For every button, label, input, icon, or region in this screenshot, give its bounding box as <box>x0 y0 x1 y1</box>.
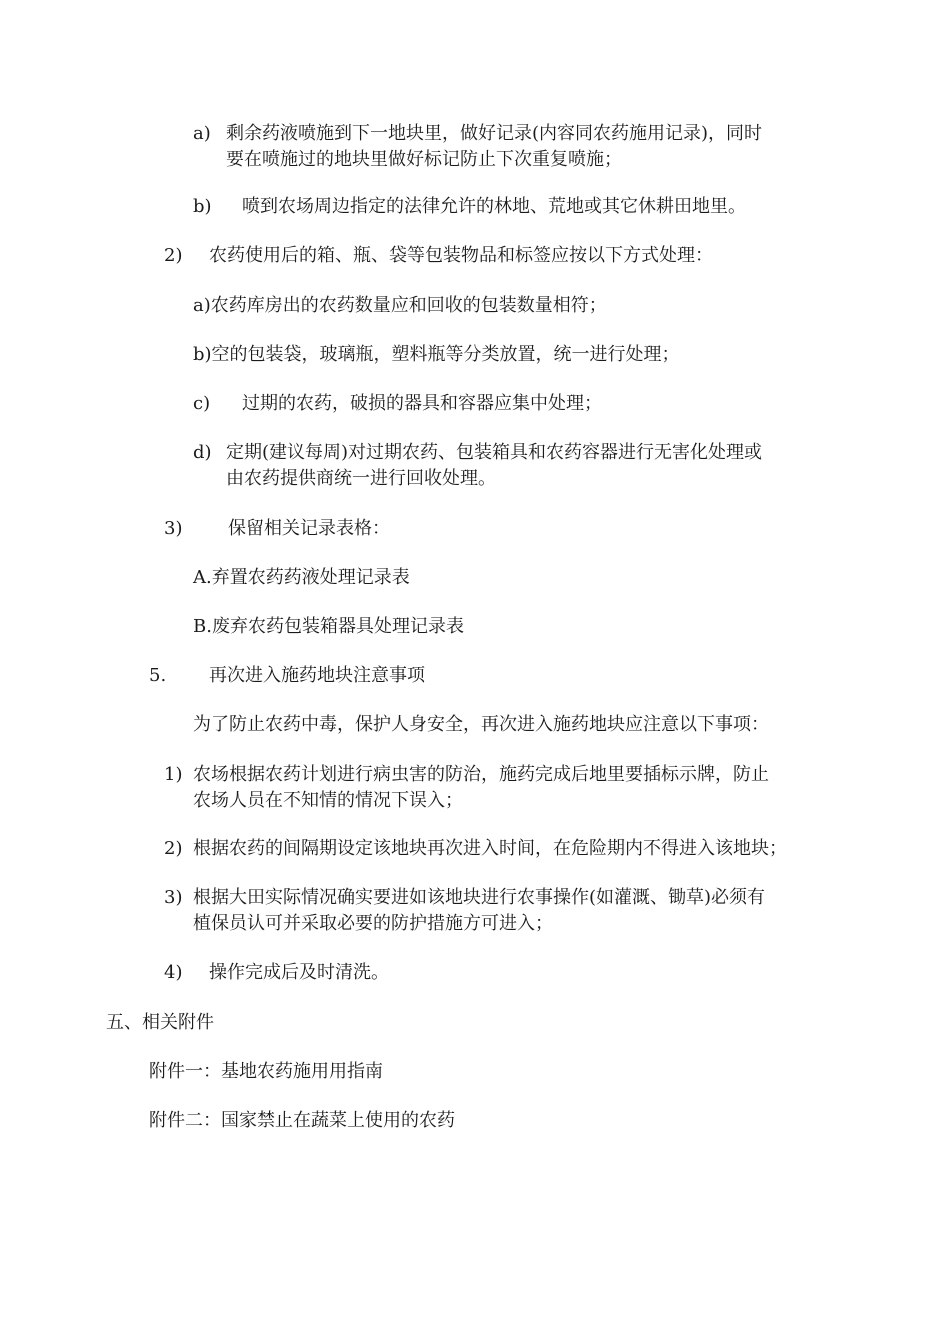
section-attachments-heading: 五、相关附件 <box>106 1012 214 1033</box>
item-b-marker: b) <box>193 196 212 217</box>
reentry-1-line-2: 农场人员在不知情的情况下误入； <box>193 790 463 811</box>
disposal-item-a: a)农药库房出的农药数量应和回收的包装数量相符； <box>193 295 607 316</box>
disposal-item-d-marker: d) <box>193 442 212 463</box>
reentry-4-marker: 4) <box>164 962 183 983</box>
reentry-intro: 为了防止农药中毒，保护人身安全，再次进入施药地块应注意以下事项： <box>193 714 769 735</box>
item-a-paragraph <box>226 121 762 173</box>
reentry-3-line-2: 植保员认可并采取必要的防护措施方可进入； <box>193 913 553 934</box>
reentry-1-paragraph <box>193 762 769 814</box>
item-a-line-1: 剩余药液喷施到下一地块里，做好记录(内容同农药施用记录)，同时 <box>226 123 763 144</box>
step-3-heading: 保留相关记录表格： <box>228 518 390 539</box>
attachment-1: 附件一：基地农药施用用指南 <box>149 1061 383 1082</box>
reentry-1-marker: 1) <box>164 764 183 785</box>
section-5-heading: 再次进入施药地块注意事项 <box>209 665 425 686</box>
reentry-3-marker: 3) <box>164 887 183 908</box>
disposal-item-c-marker: c) <box>193 393 211 414</box>
item-b-text: 喷到农场周边指定的法律允许的林地、荒地或其它休耕田地里。 <box>242 196 746 217</box>
step-3-marker: 3) <box>164 518 183 539</box>
reentry-3-paragraph <box>193 885 765 937</box>
item-a-marker: a) <box>193 123 211 144</box>
section-5-marker: 5. <box>149 665 167 686</box>
disposal-item-d-paragraph <box>226 440 762 492</box>
reentry-3-line-1: 根据大田实际情况确实要进如该地块进行农事操作(如灌溉、锄草)必须有 <box>193 887 766 908</box>
record-form-a: A.弃置农药药液处理记录表 <box>193 567 410 588</box>
attachment-2: 附件二：国家禁止在蔬菜上使用的农药 <box>149 1110 455 1131</box>
disposal-item-d-line-1: 定期(建议每周)对过期农药、包装箱具和农药容器进行无害化处理或 <box>226 442 763 463</box>
reentry-2-text: 根据农药的间隔期设定该地块再次进入时间，在危险期内不得进入该地块； <box>193 838 787 859</box>
disposal-item-d-line-2: 由农药提供商统一进行回收处理。 <box>226 468 496 489</box>
reentry-2-marker: 2) <box>164 838 183 859</box>
step-2-heading: 农药使用后的箱、瓶、袋等包装物品和标签应按以下方式处理： <box>209 245 713 266</box>
disposal-item-b: b)空的包装袋，玻璃瓶，塑料瓶等分类放置，统一进行处理； <box>193 344 680 365</box>
reentry-1-line-1: 农场根据农药计划进行病虫害的防治，施药完成后地里要插标示牌，防止 <box>193 764 769 785</box>
step-2-marker: 2) <box>164 245 183 266</box>
item-a-line-2: 要在喷施过的地块里做好标记防止下次重复喷施； <box>226 149 622 170</box>
disposal-item-c-text: 过期的农药，破损的器具和容器应集中处理； <box>242 393 602 414</box>
reentry-4-text: 操作完成后及时清洗。 <box>209 962 389 983</box>
record-form-b: B.废弃农药包装箱器具处理记录表 <box>193 616 464 637</box>
